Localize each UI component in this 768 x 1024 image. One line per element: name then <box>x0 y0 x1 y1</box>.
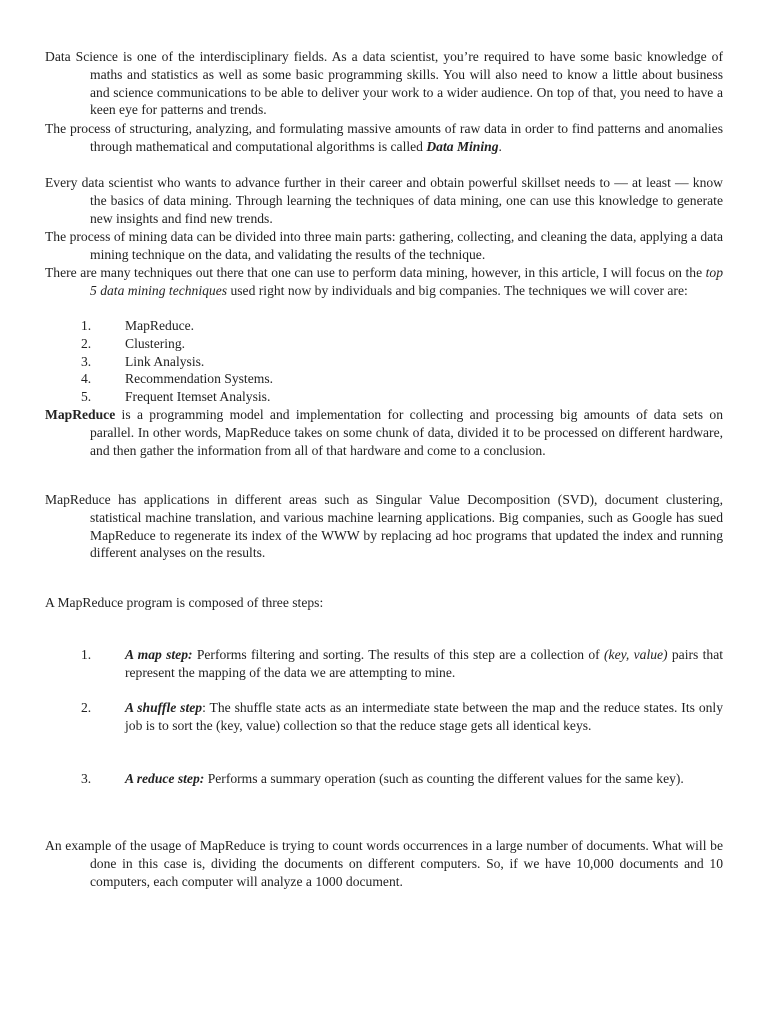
step-text-end: pairs that represent the mapping of the data we are attempting to mine. <box>125 647 723 680</box>
techniques-list <box>81 317 723 406</box>
mapreduce-term: MapReduce <box>45 407 116 422</box>
paragraph-process: The process of mining data can be divided into three main parts: gathering, collecting, and cleaning the data, applying a data mining technique on the data, and validating the results of the technique. <box>45 229 723 262</box>
paragraph-example: An example of the usage of MapReduce is trying to count words occurrences in a large number of documents. What will be done in this case is, dividing the documents on different computers. So, if we have 10,000 documents and 10 computers, each computer will analyze a 1000 document. <box>45 838 723 889</box>
list-number: 2. <box>81 335 92 351</box>
list-item <box>81 388 723 406</box>
step-item-shuffle <box>81 699 723 735</box>
techniques-intro-text: There are many techniques out there that one can use to perform data mining, however, in this article, I will focus on the <box>45 265 706 280</box>
list-label: Clustering. <box>125 335 186 351</box>
paragraph-data-mining-definition <box>45 120 723 156</box>
top-five-phrase: top 5 data mining techniques <box>90 265 723 298</box>
mapreduce-definition-text: is a programming model and implementation for collecting and processing big amounts of data sets on parallel. In other words, MapReduce takes on some chunk of data, divided it to be processed on different hardware, and then gather the information from all of that hardware and come to a conclusion. <box>90 407 723 458</box>
step-text: Performs filtering and sorting. The results of this step are a collection of <box>192 647 605 662</box>
step-number: 3. <box>81 771 92 786</box>
list-label: MapReduce. <box>125 318 195 333</box>
step-number: 2. <box>81 700 92 715</box>
definition-end: . <box>498 138 502 154</box>
paragraph-techniques-intro <box>45 264 723 300</box>
paragraph-mapreduce-definition <box>45 406 723 459</box>
list-label: Recommendation Systems. <box>125 371 274 387</box>
step-title: A shuffle step <box>125 700 203 715</box>
step-body <box>125 699 723 735</box>
paragraph-mapreduce-applications: MapReduce has applications in different areas such as Singular Value Decomposition (SVD), document clustering, statistical machine translation, and various machine learning applications. Big companies, such as Google has sued MapReduce to regenerate its index of the WWW by replacing ad hoc programs that updated the index and running different analyses on the results. <box>45 492 723 561</box>
techniques-intro-end: used right now by individuals and big companies. The techniques we will cover are: <box>227 282 688 298</box>
paragraph-career: Every data scientist who wants to advance further in their career and obtain powerful skillset needs to — at least — know the basics of data mining. Through learning the techniques of data mining, one can use this knowledge to generate new insights and find new trends. <box>45 175 723 226</box>
step-body <box>125 770 723 788</box>
step-item-map <box>81 646 723 682</box>
step-italic: (key, value) <box>604 647 668 662</box>
definition-text: The process of structuring, analyzing, and formulating massive amounts of raw data in order to find patterns and anomalies through mathematical and computational algorithms is called <box>45 121 723 154</box>
data-mining-term: Data Mining <box>426 138 499 154</box>
step-title: A reduce step: <box>125 771 205 786</box>
list-number: 1. <box>81 318 92 333</box>
step-body <box>125 646 723 682</box>
step-title: A map step: <box>125 647 193 662</box>
list-label: Link Analysis. <box>125 353 205 369</box>
list-item <box>81 353 723 371</box>
list-item <box>81 335 723 353</box>
step-item-reduce <box>81 770 723 788</box>
list-number: 4. <box>81 371 92 387</box>
list-number: 3. <box>81 353 92 369</box>
list-item <box>81 317 723 335</box>
step-number: 1. <box>81 647 92 662</box>
paragraph-steps-intro: A MapReduce program is composed of three steps: <box>45 595 324 610</box>
step-text: : The shuffle state acts as an intermediate state between the map and the reduce states. Its only job is to sort the (key, value) collection so that the reduce stage gets all identical keys. <box>125 700 723 733</box>
paragraph-intro: Data Science is one of the interdisciplinary fields. As a data scientist, you’re required to have some basic knowledge of maths and statistics as well as some basic programming skills. You will also need to know a little about business and science communications to be able to deliver your work to a wider audience. On top of that, you need to have a keen eye for patterns and trends. <box>45 49 723 118</box>
list-label: Frequent Itemset Analysis. <box>125 389 271 405</box>
step-text: Performs a summary operation (such as counting the different values for the same key). <box>204 771 684 786</box>
list-number: 5. <box>81 389 92 405</box>
list-item <box>81 370 723 388</box>
